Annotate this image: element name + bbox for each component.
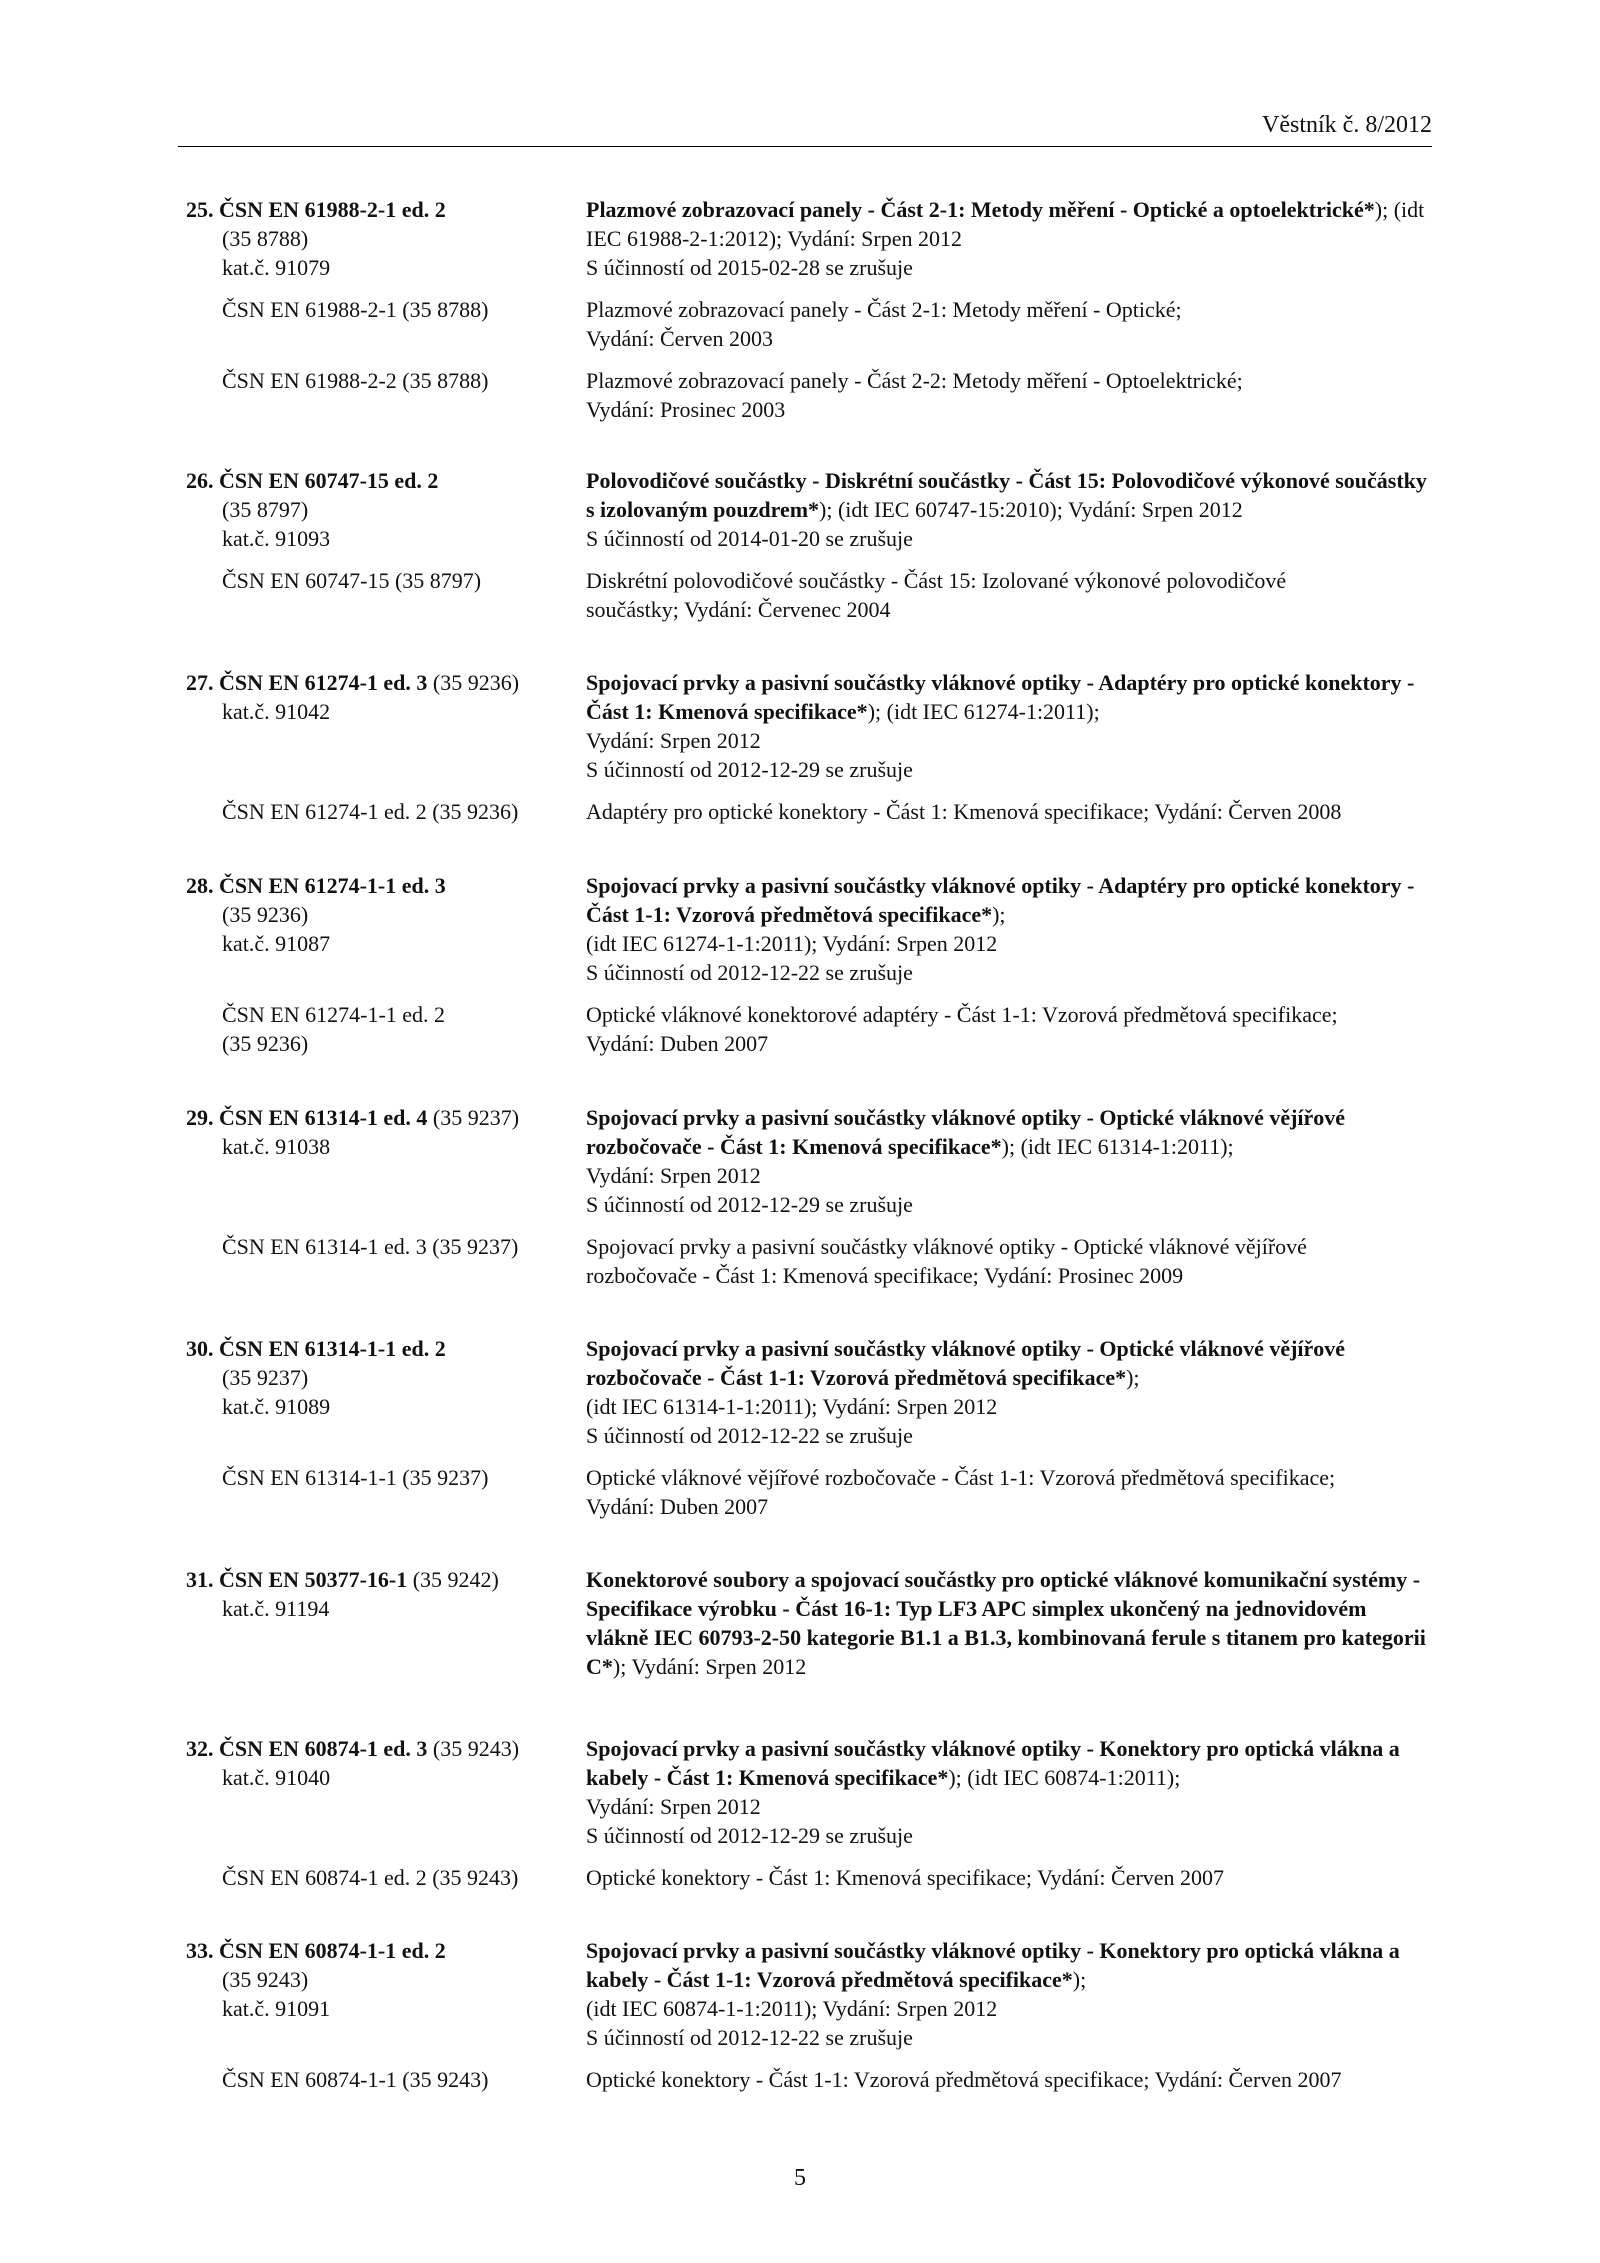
standard-title: Konektorové soubory a spojovací součástky pro optické vláknové komunikační systémy - Specifikace výrobku - Část 16-1: Typ LF3 APC simplex ukončený na jednovidovém vlákně IEC 60793-2-50 kategorie B1.1 a B1.3, kombinovaná ferule s titanem pro kategorii C* [586,1567,1426,1679]
standard-entry-33 [186,1936,1432,2094]
standard-entry-32 [186,1734,1432,1892]
classification: (35 9237) [222,1365,309,1390]
replaced-issue: Vydání: Prosinec 2003 [586,397,786,422]
replaced-code: ČSN EN 60874-1 ed. 2 (35 9243) [222,1865,519,1890]
standard-reference: ); [1072,1967,1087,1992]
issue-date: (idt IEC 61314-1-1:2011); Vydání: Srpen 2012 [586,1394,998,1419]
standard-entry-27 [186,668,1432,826]
standard-title: Spojovací prvky a pasivní součástky vláknové optiky - Adaptéry pro optické konektory - Část 1: Kmenová specifikace* [586,670,1415,724]
replaced-issue: Vydání: Červen 2003 [586,326,773,351]
standard-title: Spojovací prvky a pasivní součástky vláknové optiky - Adaptéry pro optické konektory - Část 1-1: Vzorová předmětová specifikace* [586,873,1415,927]
replaced-title: Adaptéry pro optické konektory - Část 1: Kmenová specifikace; Vydání: Červen 2008 [586,799,1342,824]
replaced-title: Optické vláknové konektorové adaptéry - Část 1-1: Vzorová předmětová specifikace; [586,1002,1338,1027]
page-number: 5 [794,2165,806,2191]
classification: (35 8788) [222,226,309,251]
issue-date: Vydání: Srpen 2012 [586,728,761,753]
effective-note: S účinností od 2012-12-29 se zrušuje [586,757,913,782]
classification: (35 9236) [427,670,520,695]
replaced-code: ČSN EN 60874-1-1 (35 9243) [222,2067,489,2092]
classification: (35 9242) [407,1567,499,1592]
replaced-issue: Vydání: Duben 2007 [586,1031,769,1056]
catalog-number: kat.č. 91087 [222,931,331,956]
bulletin-title: Věstník č. 8/2012 [1262,112,1432,138]
standard-code: ČSN EN 60874-1-1 ed. 2 [219,1938,446,1963]
replaced-standard [186,797,1432,826]
standard-reference: ); (idt IEC 61274-1:2011); [867,699,1100,724]
standard-code: ČSN EN 61274-1 ed. 3 [219,670,428,695]
replaced-issue: Vydání: Duben 2007 [586,1494,769,1519]
classification: (35 9237) [427,1105,520,1130]
standard-entry-28 [186,871,1432,1058]
standard-title: Spojovací prvky a pasivní součástky vláknové optiky - Optické vláknové vějířové rozbočovače - Část 1: Kmenová specifikace* [586,1105,1346,1159]
replaced-code: ČSN EN 61314-1 ed. 3 (35 9237) [222,1234,519,1259]
standard-code: ČSN EN 60747-15 ed. 2 [219,468,439,493]
replaced-code: ČSN EN 61988-2-1 (35 8788) [222,297,489,322]
standard-reference: ); (idt IEC 61988-2-1:2012); Vydání: Srpen 2012 [586,197,1425,251]
catalog-number: kat.č. 91042 [222,699,331,724]
standard-code: ČSN EN 60874-1 ed. 3 [219,1736,428,1761]
standard-title: Spojovací prvky a pasivní součástky vláknové optiky - Konektory pro optická vlákna a kabely - Část 1: Kmenová specifikace* [586,1736,1400,1790]
standard-entry-30 [186,1334,1432,1521]
standard-title: Plazmové zobrazovací panely - Část 2-1: Metody měření - Optické a optoelektrické* [586,197,1375,222]
entry-number: 28. [186,873,214,898]
effective-note: S účinností od 2014-01-20 se zrušuje [586,526,913,551]
replaced-title: Spojovací prvky a pasivní součástky vláknové optiky - Optické vláknové vějířové [586,1234,1307,1259]
standard-code: ČSN EN 61314-1-1 ed. 2 [219,1336,446,1361]
entry-number: 26. [186,468,214,493]
effective-note: S účinností od 2015-02-28 se zrušuje [586,255,913,280]
standard-title: Polovodičové součástky - Diskrétní součástky - Část 15: Polovodičové výkonové součástky s izolovaným pouzdrem* [586,468,1427,522]
replaced-classification: (35 9236) [222,1031,309,1056]
replaced-title: Plazmové zobrazovací panely - Část 2-1: Metody měření - Optické; [586,297,1182,322]
standard-reference: ); (idt IEC 60747-15:2010); Vydání: Srpen 2012 [819,497,1243,522]
replaced-title: Optické konektory - Část 1-1: Vzorová předmětová specifikace; Vydání: Červen 2007 [586,2067,1342,2092]
replaced-standard [186,1863,1432,1892]
issue-date: (idt IEC 60874-1-1:2011); Vydání: Srpen 2012 [586,1996,998,2021]
effective-note: S účinností od 2012-12-22 se zrušuje [586,2025,913,2050]
effective-note: S účinností od 2012-12-22 se zrušuje [586,1423,913,1448]
catalog-number: kat.č. 91040 [222,1765,331,1790]
replaced-standard [186,295,1432,353]
entry-number: 29. [186,1105,214,1130]
standard-title: Spojovací prvky a pasivní součástky vláknové optiky - Optické vláknové vějířové rozbočovače - Část 1-1: Vzorová předmětová specifikace* [586,1336,1346,1390]
catalog-number: kat.č. 91079 [222,255,331,280]
classification: (35 9243) [222,1967,309,1992]
effective-note: S účinností od 2012-12-29 se zrušuje [586,1823,913,1848]
entry-number: 33. [186,1938,214,1963]
standard-title: Spojovací prvky a pasivní součástky vláknové optiky - Konektory pro optická vlákna a kabely - Část 1-1: Vzorová předmětová specifikace* [586,1938,1400,1992]
replaced-standard [186,1463,1432,1521]
catalog-number: kat.č. 91038 [222,1134,331,1159]
replaced-standard [186,1000,1432,1058]
replaced-standard [186,2065,1432,2094]
replaced-code: ČSN EN 61274-1-1 ed. 2 [222,1002,446,1027]
replaced-title: Diskrétní polovodičové součástky - Část 15: Izolované výkonové polovodičové [586,568,1287,593]
catalog-number: kat.č. 91093 [222,526,331,551]
classification: (35 9243) [427,1736,520,1761]
page-header [178,110,1432,147]
standard-entry-25 [186,195,1432,424]
issue-date: Vydání: Srpen 2012 [586,1163,761,1188]
replaced-standard [186,566,1432,624]
replaced-code: ČSN EN 61314-1-1 (35 9237) [222,1465,489,1490]
effective-note: S účinností od 2012-12-22 se zrušuje [586,960,913,985]
standard-reference: ); Vydání: Srpen 2012 [612,1654,807,1679]
standard-reference: ); [992,902,1006,927]
classification: (35 9236) [222,902,309,927]
standard-code: ČSN EN 61988-2-1 ed. 2 [219,197,446,222]
standard-entry-29 [186,1103,1432,1290]
entry-number: 31. [186,1567,214,1592]
standard-code: ČSN EN 61314-1 ed. 4 [219,1105,428,1130]
replaced-standard [186,1232,1432,1290]
issue-date: Vydání: Srpen 2012 [586,1794,761,1819]
issue-date: (idt IEC 61274-1-1:2011); Vydání: Srpen 2012 [586,931,998,956]
replaced-code: ČSN EN 61988-2-2 (35 8788) [222,368,489,393]
replaced-code: ČSN EN 61274-1 ed. 2 (35 9236) [222,799,519,824]
effective-note: S účinností od 2012-12-29 se zrušuje [586,1192,913,1217]
replaced-issue: součástky; Vydání: Červenec 2004 [586,597,891,622]
classification: (35 8797) [222,497,309,522]
entry-number: 32. [186,1736,214,1761]
replaced-title: Plazmové zobrazovací panely - Část 2-2: Metody měření - Optoelektrické; [586,368,1243,393]
standard-reference: ); (idt IEC 60874-1:2011); [948,1765,1181,1790]
replaced-title: Optické konektory - Část 1: Kmenová specifikace; Vydání: Červen 2007 [586,1865,1225,1890]
standard-code: ČSN EN 50377-16-1 [219,1567,408,1592]
replaced-title: Optické vláknové vějířové rozbočovače - Část 1-1: Vzorová předmětová specifikace; [586,1465,1336,1490]
replaced-standard [186,366,1432,424]
catalog-number: kat.č. 91089 [222,1394,331,1419]
standard-entry-31 [186,1565,1432,1681]
replaced-code: ČSN EN 60747-15 (35 8797) [222,568,482,593]
standard-reference: ); (idt IEC 61314-1:2011); [1001,1134,1234,1159]
entry-number: 30. [186,1336,214,1361]
standard-entry-26 [186,466,1432,624]
entry-number: 27. [186,670,214,695]
standard-reference: ); [1126,1365,1140,1390]
standard-code: ČSN EN 61274-1-1 ed. 3 [219,873,446,898]
entry-number: 25. [186,197,214,222]
catalog-number: kat.č. 91091 [222,1996,331,2021]
catalog-number: kat.č. 91194 [222,1596,330,1621]
replaced-issue: rozbočovače - Část 1: Kmenová specifikace; Vydání: Prosinec 2009 [586,1263,1184,1288]
